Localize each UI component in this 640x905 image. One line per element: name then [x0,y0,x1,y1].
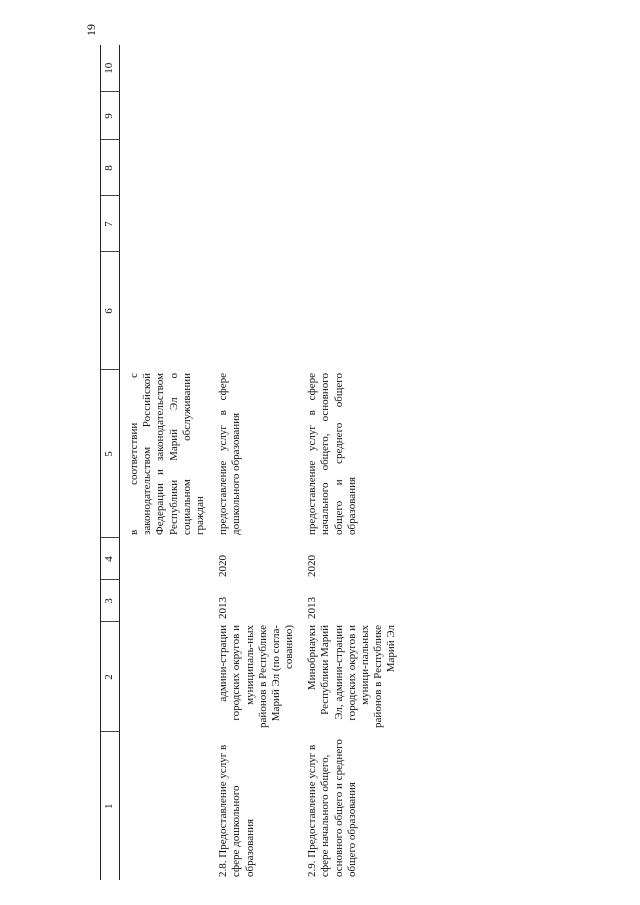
cell-8 [126,140,209,196]
col-header-1: 1 [101,732,120,880]
cell-7 [215,196,298,252]
measure-name [126,732,209,880]
page-number: 19 [84,24,98,36]
cell-8 [304,140,400,196]
expected-result: предоставление услуг в сфере дошкольного образования [217,373,243,535]
col-header-10: 10 [101,45,120,92]
table-row [126,45,209,880]
table-row [215,45,298,880]
cell-10 [304,45,400,92]
cell-6 [304,252,400,370]
cell-7 [126,196,209,252]
column-number-row [101,45,120,880]
table-row [304,45,400,880]
cell-9 [304,92,400,140]
cell-10 [215,45,298,92]
program-table [100,45,401,880]
expected-result: в соответствии с законодательством Российской Федерации и законодательством Республики Марий Эл о социальном обслуживании граждан [128,373,206,535]
cell-6 [215,252,298,370]
col-header-2: 2 [101,622,120,732]
start-year [126,580,209,622]
expected-result: предоставление услуг в сфере начального общего, основного общего и среднего общего образования [306,373,358,535]
col-header-3: 3 [101,580,120,622]
col-header-4: 4 [101,538,120,580]
end-year: 2020 [217,555,230,577]
cell-6 [126,252,209,370]
executor [126,622,209,732]
start-year: 2013 [306,597,319,619]
executor: админи-страции городских округов и муниципаль-ных районов в Республике Марий Эл (по согла-сованию) [217,625,296,728]
col-header-5: 5 [101,370,120,538]
cell-9 [126,92,209,140]
measure-name: 2.9. Предоставление услуг в сфере начального общего, основного общего и среднего общего образования [306,739,358,877]
col-header-8: 8 [101,140,120,196]
col-header-6: 6 [101,252,120,370]
cell-7 [304,196,400,252]
cell-8 [215,140,298,196]
measure-name: 2.8. Предоставление услуг в сфере дошкольного образования [217,744,256,877]
end-year [126,538,209,580]
start-year: 2013 [217,597,230,619]
cell-9 [215,92,298,140]
col-header-7: 7 [101,196,120,252]
col-header-9: 9 [101,92,120,140]
executor: Минобрнауки Республики Марий Эл, админи-страции городских округов и муници-пальных районов в Республике Марий Эл [306,625,398,728]
rotated-table-container [100,45,600,880]
end-year: 2020 [306,555,319,577]
cell-10 [126,45,209,92]
